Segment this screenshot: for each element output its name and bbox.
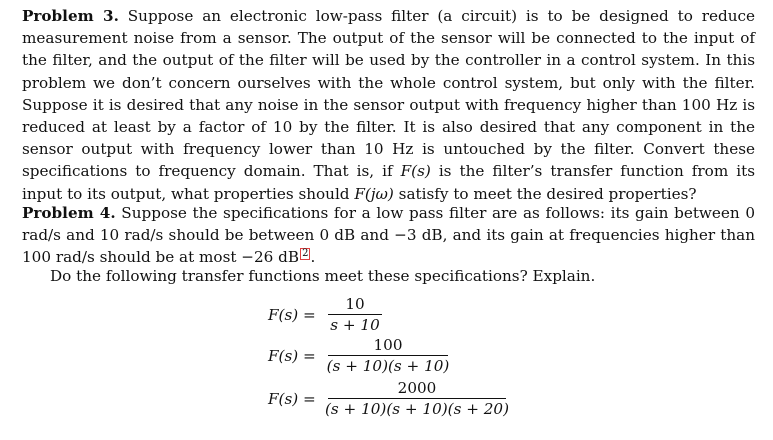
equation-lhs: F(s) = [268,390,316,408]
problem-4-end: . [310,248,316,267]
numerator: 2000 [397,379,437,397]
problem-4-question: Do the following transfer functions meet these specifications? Explain. [50,267,596,285]
footnote-link[interactable]: 2 [302,248,309,260]
math-fjw: F(jω) [354,184,394,203]
fraction [328,335,448,376]
equation-lhs: F(s) = [268,347,316,365]
equation-lhs: F(s) = [268,306,316,324]
fraction [328,294,382,335]
problem-3-text-b: is the filter’s transfer function from its input to its output, what properties should [22,162,755,203]
numerator: 100 [373,336,403,354]
problem-4-text: Suppose the specifications for a low pass filter are as follows: its gain between 0 rad/s and 10 rad/s should be between 0 dB and −3 dB, and its gain at frequencies higher than 100 rad/s should be at most −26 dB [22,204,756,267]
problem-3-title: Problem 3. [22,7,119,25]
fraction [324,378,510,419]
problem-3-text-c: satisfy to meet the desired properties? [393,184,697,203]
problem-4-title: Problem 4. [22,204,116,222]
problem-3-text-a: Suppose an electronic low-pass filter (a circuit) is to be designed to reduce measurement noise from a sensor. The output of the sensor will be connected to the input of the filter, and the output of the filter will be used by the controller in a control system. In this problem we don’t concern ourselves with the whole control system, but only with the filter. Suppose it is desired that any noise in the sensor output with frequency higher than 100 Hz is reduced at least by a factor of 10 by the filter. It is also desired that any component in the sensor output with frequency lower than 10 Hz is untouched by the filter. Convert these specifications to frequency domain. That is, if [22,7,755,181]
denominator: (s + 10)(s + 10)(s + 20) [324,400,510,418]
math-fs: F(s) [400,162,431,181]
numerator: 10 [345,295,365,313]
denominator: (s + 10)(s + 10) [326,357,450,375]
problem-4-paragraph [22,202,755,269]
denominator: s + 10 [330,316,380,334]
problem-3-paragraph [22,5,755,205]
